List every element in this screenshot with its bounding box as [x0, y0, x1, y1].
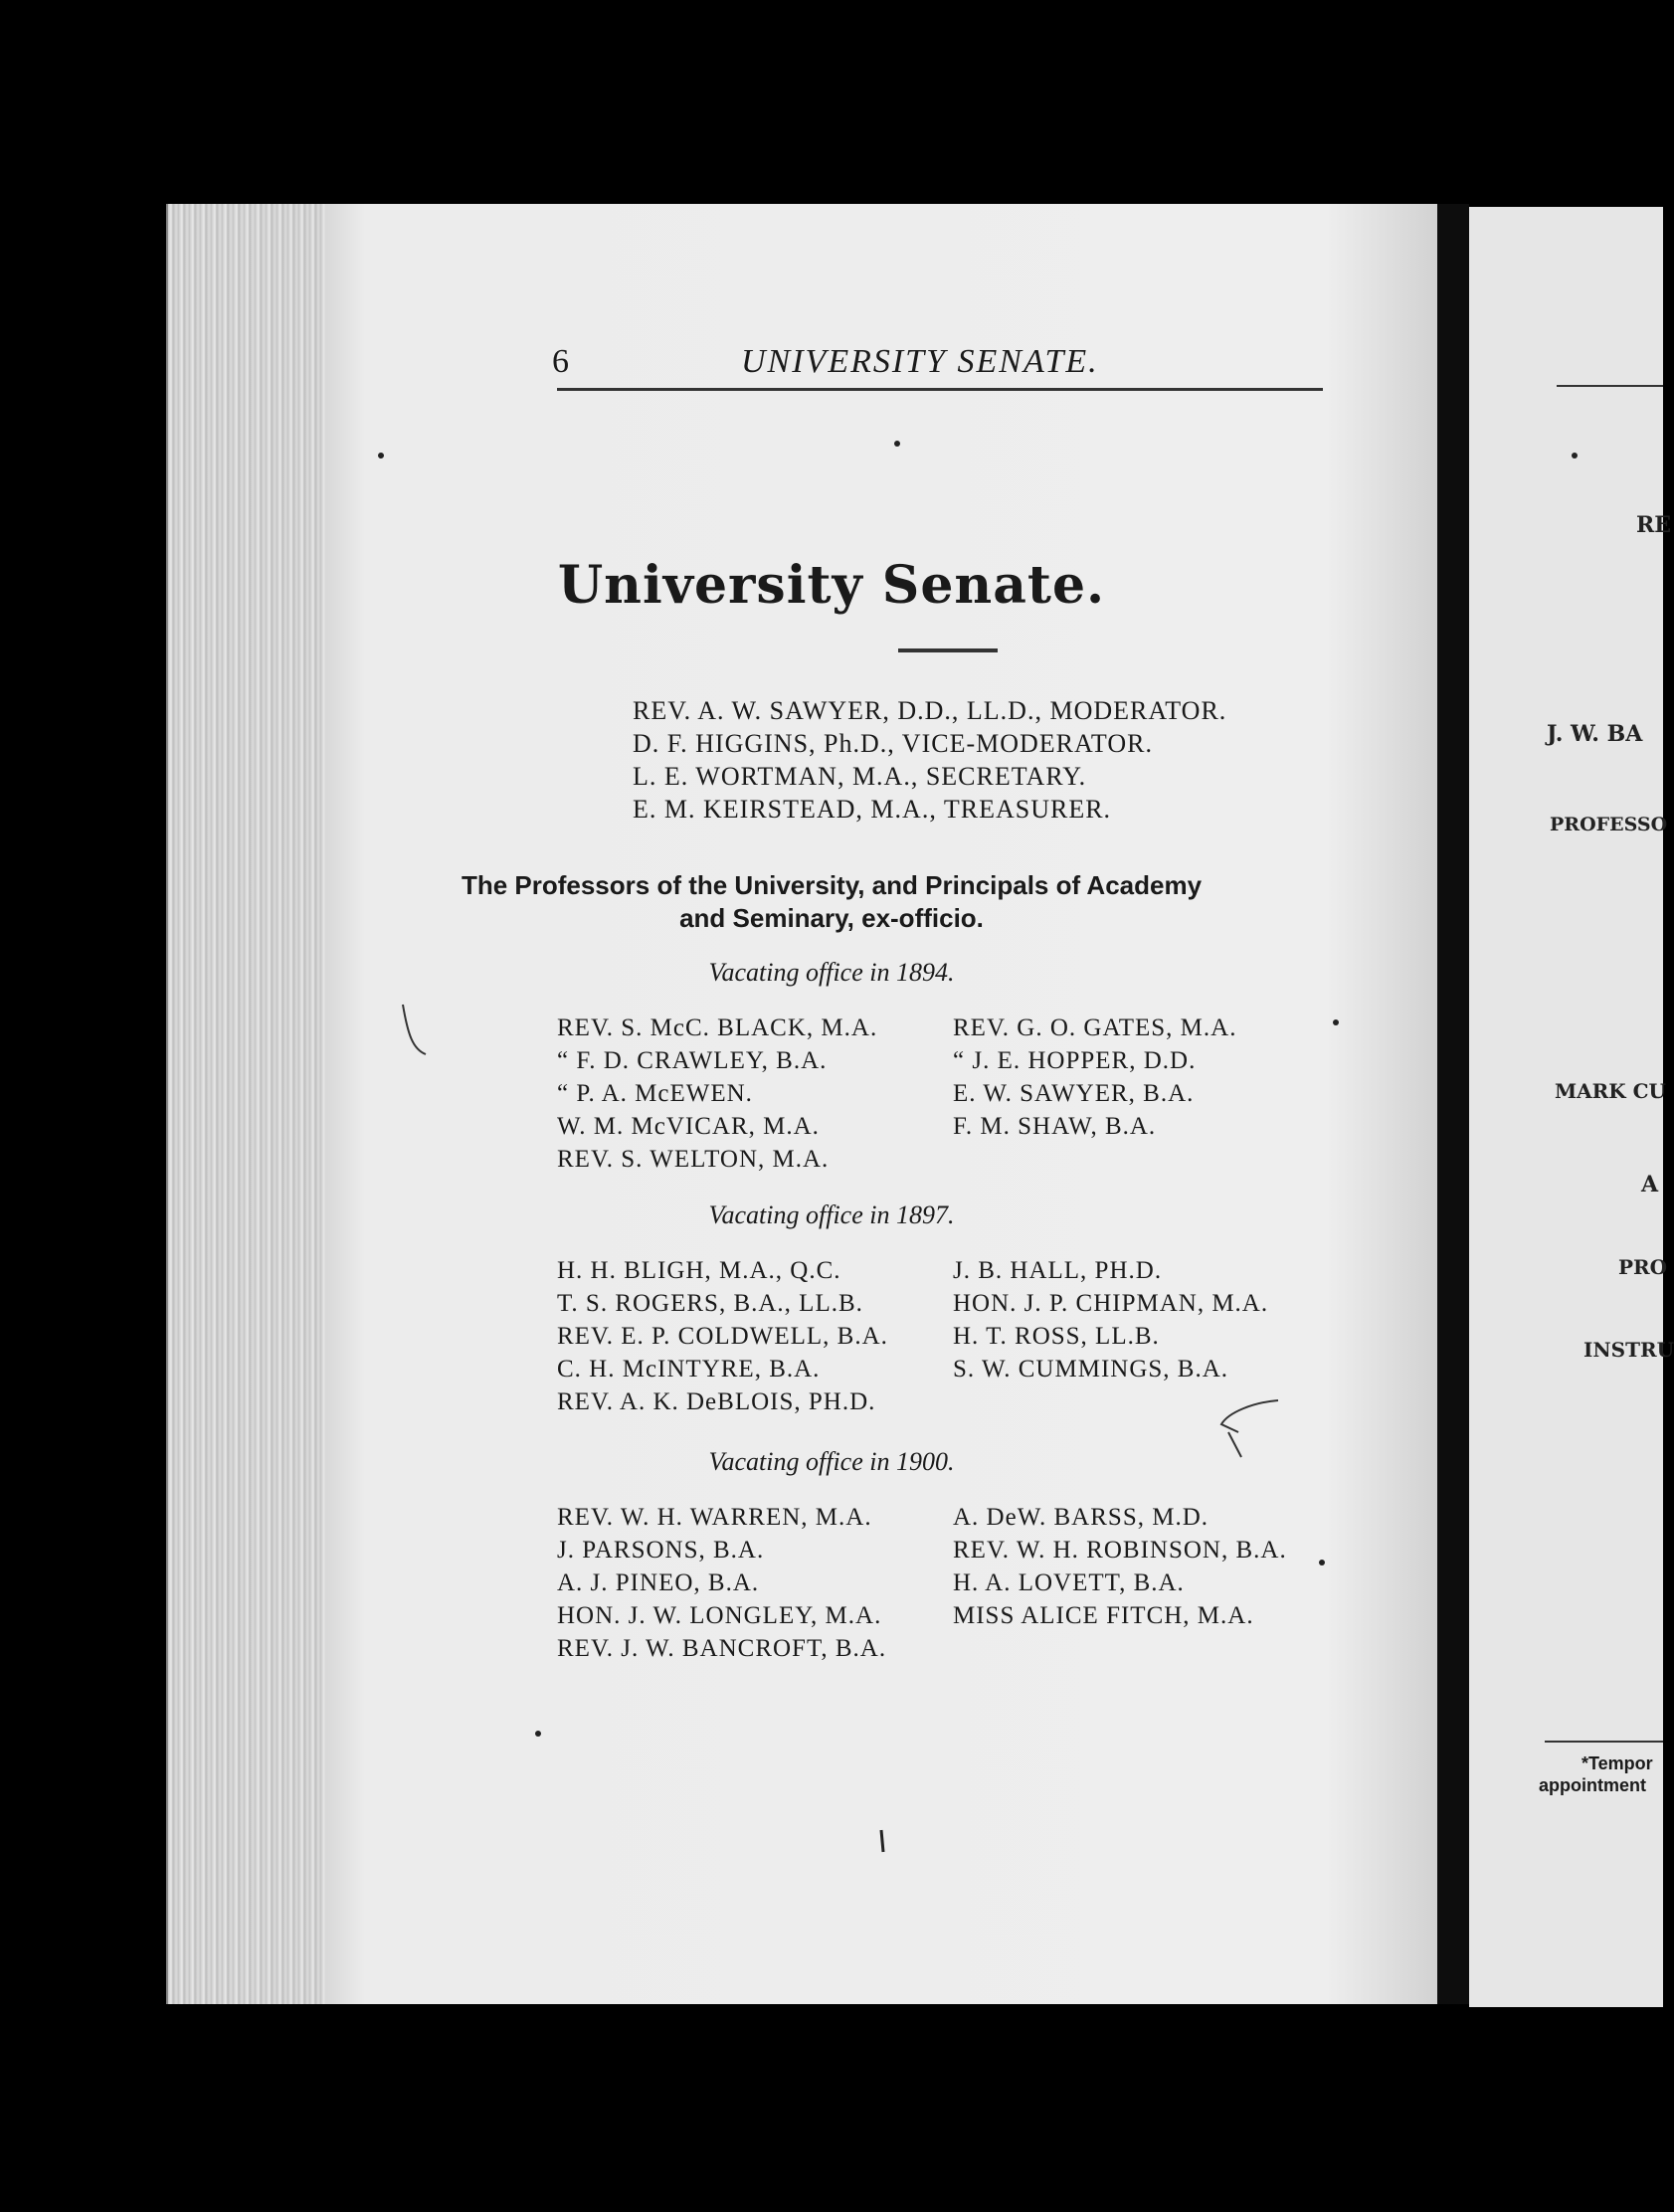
running-title: UNIVERSITY SENATE. [741, 343, 1099, 380]
right-page-fragment: PROFESSO [1550, 814, 1668, 835]
member-name: T. S. ROGERS, B.A., LL.B. [557, 1290, 863, 1317]
member-name: W. M. McVICAR, M.A. [557, 1113, 820, 1140]
member-name: REV. S. WELTON, M.A. [557, 1146, 830, 1173]
member-name: REV. A. K. DeBLOIS, PH.D. [557, 1388, 876, 1415]
intro-line-1: The Professors of the University, and Principals of Academy [461, 870, 1203, 900]
group-heading-1900: Vacating office in 1900. [708, 1447, 955, 1476]
member-name: “ P. A. McEWEN. [557, 1080, 753, 1107]
footnote-line-2: appointment [1539, 1775, 1646, 1795]
right-page-fragment: A [1641, 1172, 1659, 1198]
member-name: HON. J. P. CHIPMAN, M.A. [953, 1290, 1269, 1317]
group-heading-1897: Vacating office in 1897. [708, 1200, 955, 1229]
member-name: REV. S. McC. BLACK, M.A. [557, 1014, 878, 1041]
member-name: HON. J. W. LONGLEY, M.A. [557, 1602, 882, 1629]
member-name: H. T. ROSS, LL.B. [953, 1323, 1160, 1350]
member-name: REV. W. H. WARREN, M.A. [557, 1504, 872, 1531]
member-name: REV. E. P. COLDWELL, B.A. [557, 1323, 888, 1350]
right-page-fragment: PRO [1618, 1255, 1668, 1279]
member-name: A. DeW. BARSS, M.D. [953, 1504, 1209, 1531]
member-name: REV. W. H. ROBINSON, B.A. [953, 1537, 1287, 1564]
member-name: J. PARSONS, B.A. [557, 1537, 765, 1564]
officer-treasurer: E. M. KEIRSTEAD, M.A., TREASURER. [633, 795, 1112, 824]
member-name: C. H. McINTYRE, B.A. [557, 1356, 821, 1382]
member-name: MISS ALICE FITCH, M.A. [953, 1602, 1254, 1629]
right-page-fragment: RE [1636, 512, 1672, 538]
officer-secretary: L. E. WORTMAN, M.A., SECRETARY. [633, 762, 1087, 791]
footnote-line-1: *Tempor [1581, 1753, 1653, 1773]
member-name: H. A. LOVETT, B.A. [953, 1569, 1185, 1596]
officer-vice-moderator: D. F. HIGGINS, Ph.D., VICE-MODERATOR. [633, 729, 1153, 758]
member-name: H. H. BLIGH, M.A., Q.C. [557, 1257, 841, 1284]
member-name: F. M. SHAW, B.A. [953, 1113, 1157, 1140]
right-page-fragment: J. W. BA [1547, 721, 1643, 747]
officer-moderator: REV. A. W. SAWYER, D.D., LL.D., MODERATOR. [633, 696, 1227, 725]
member-name: “ F. D. CRAWLEY, B.A. [557, 1047, 828, 1074]
member-name: “ J. E. HOPPER, D.D. [953, 1047, 1197, 1074]
page-number: 6 [552, 343, 569, 380]
member-name: REV. J. W. BANCROFT, B.A. [557, 1635, 887, 1662]
member-name: J. B. HALL, PH.D. [953, 1257, 1163, 1284]
right-page-fragment: MARK CU [1555, 1079, 1666, 1103]
member-name: S. W. CUMMINGS, B.A. [953, 1356, 1229, 1382]
member-name: A. J. PINEO, B.A. [557, 1569, 760, 1596]
page-title: University Senate. [557, 555, 1106, 616]
right-page-fragment: INSTRU [1583, 1338, 1674, 1362]
group-heading-1894: Vacating office in 1894. [708, 958, 955, 987]
member-name: REV. G. O. GATES, M.A. [953, 1014, 1237, 1041]
intro-line-2: and Seminary, ex-officio. [679, 903, 984, 933]
member-name: E. W. SAWYER, B.A. [953, 1080, 1195, 1107]
